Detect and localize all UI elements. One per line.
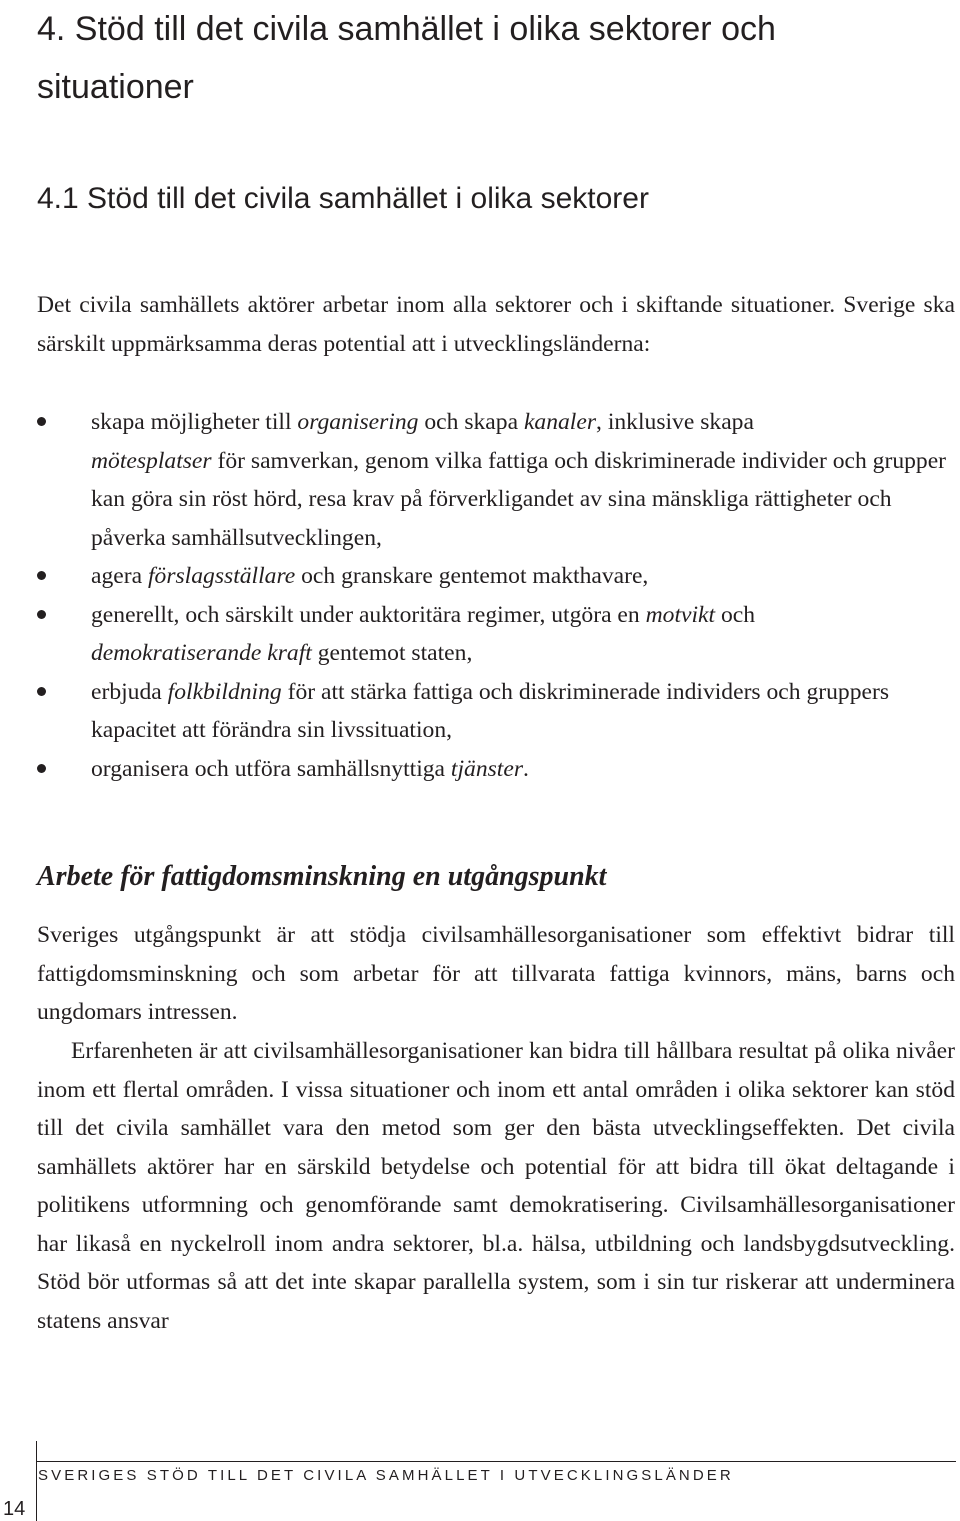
list-item-emphasis: motvikt bbox=[645, 601, 716, 628]
bullet-icon bbox=[37, 417, 46, 426]
list-item-text: och skapa bbox=[418, 409, 524, 435]
body-paragraph: Sveriges utgångspunkt är att stödja civilsamhällesorganisationer som effektivt bidrar till fattigdomsminskning och som arbetar för att tillvarata fattiga kvinnors, mäns, barns och ungdomars intressen. bbox=[37, 922, 955, 1025]
list-item-emphasis: organisering bbox=[297, 409, 419, 435]
list-item bbox=[37, 403, 955, 557]
list-item bbox=[37, 557, 955, 596]
list-item-text: . bbox=[523, 755, 529, 782]
list-item-text: organisera och utföra samhällsnyttiga bbox=[91, 755, 451, 782]
list-item-emphasis: mötesplatser bbox=[91, 447, 212, 474]
list-item bbox=[37, 673, 955, 750]
list-item-text: och bbox=[715, 601, 756, 628]
list-item-emphasis: tjänster bbox=[450, 755, 524, 782]
bullet-icon bbox=[37, 610, 46, 619]
chapter-heading: 4. Stöd till det civila samhället i olika sektorer och situationer bbox=[37, 10, 776, 106]
list-item-emphasis: förslagsställare bbox=[147, 563, 296, 589]
list-item-text: för samverkan, genom vilka fattiga och diskriminerade individer och grupper kan göra sin röst hörd, resa krav på förverkligandet av sina mänskliga rättigheter och påverka samhällsutvecklingen, bbox=[91, 447, 947, 551]
list-item-text: för att stärka fattiga och diskriminerade individers och gruppers kapacitet att förändra sin livssituation, bbox=[91, 678, 890, 743]
list-item-text: , inklusive skapa bbox=[596, 409, 754, 435]
list-item-text: gentemot staten, bbox=[311, 640, 473, 666]
list-item-emphasis: kanaler bbox=[523, 409, 597, 435]
list-item-emphasis: demokratiserande kraft bbox=[91, 640, 312, 666]
running-footer: SVERIGES STÖD TILL DET CIVILA SAMHÄLLET I UTVECKLINGSLÄNDER bbox=[38, 1467, 734, 1484]
bullet-list bbox=[37, 403, 955, 788]
footer-divider bbox=[36, 1461, 956, 1462]
list-item-text: skapa möjligheter till bbox=[91, 409, 298, 435]
list-item-text: och granskare gentemot makthavare, bbox=[295, 563, 649, 589]
bullet-icon bbox=[37, 571, 46, 580]
list-item bbox=[37, 596, 955, 673]
bullet-icon bbox=[37, 764, 46, 773]
list-item-text: agera bbox=[91, 563, 148, 589]
intro-paragraph: Det civila samhällets aktörer arbetar inom alla sektorer och i skiftande situationer. Sverige ska särskilt uppmärksamma deras potential att i utvecklingsländerna: bbox=[37, 292, 955, 357]
list-item bbox=[37, 750, 955, 789]
footer-vertical-divider bbox=[36, 1441, 37, 1521]
list-item-emphasis: folkbildning bbox=[167, 678, 282, 705]
list-item-text: generellt, och särskilt under auktoritära regimer, utgöra en bbox=[91, 601, 646, 628]
subsection-heading: Arbete för fattigdomsminskning en utgångspunkt bbox=[37, 861, 607, 892]
bullet-icon bbox=[37, 687, 46, 696]
body-paragraph: Erfarenheten är att civilsamhällesorganisationer kan bidra till hållbara resultat på olika nivåer inom ett flertal områden. I vissa situationer och inom ett antal områden i olika sektorer kan stöd till det civila samhället vara den metod som ger den bästa utvecklingseffekten. Det civila samhällets aktörer har en särskild betydelse och potential för att bidra till ökat deltagande i politikens utformning och genomförande samt demokratisering. Civilsamhällesorganisationer har likaså en nyckelroll inom andra sektorer, bl.a. hälsa, utbildning och landsbygdsutveckling. Stöd bör utformas så att det inte skapar parallella system, som i sin tur riskerar att underminera statens ansvar bbox=[37, 1038, 955, 1334]
list-item-text: erbjuda bbox=[91, 678, 168, 705]
page-number: 14 bbox=[3, 1498, 26, 1520]
section-heading: 4.1 Stöd till det civila samhället i olika sektorer bbox=[37, 182, 649, 215]
